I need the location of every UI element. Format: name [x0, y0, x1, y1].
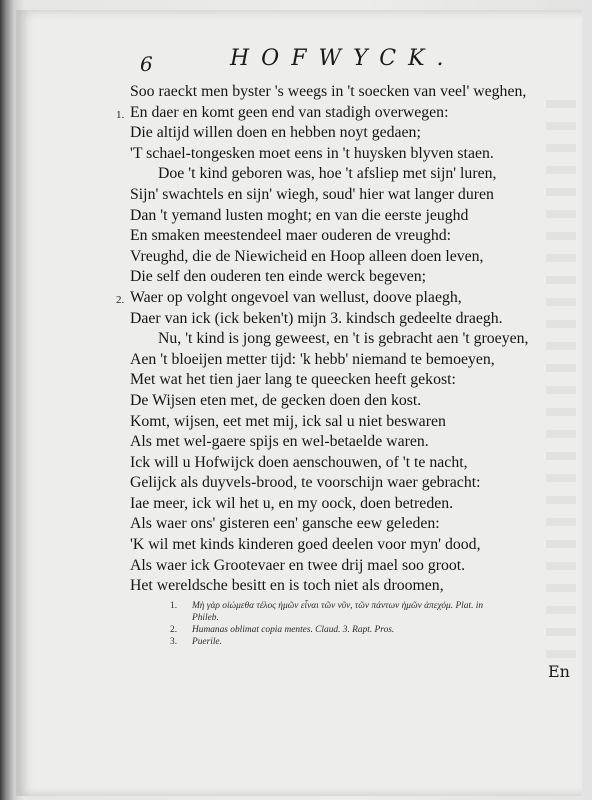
poem-line [130, 391, 580, 412]
poem-line [130, 350, 580, 371]
poem-text [116, 82, 580, 597]
footnote [170, 624, 570, 636]
poem-line-text: Die altijd willen doen en hebben noyt gedaen; [130, 124, 421, 142]
poem-line [130, 473, 580, 494]
poem-line [130, 226, 580, 247]
poem-line [130, 144, 580, 165]
poem-line [130, 514, 580, 535]
footnote [170, 612, 570, 624]
poem-line-text: Waer op volght ongevoel van wellust, doove plaegh, [130, 288, 462, 306]
footnote-text: Humanas oblimat copia mentes. Claud. 3. Rapt. Pros. [192, 625, 395, 635]
footnote [170, 600, 570, 612]
poem-line [130, 494, 580, 515]
page-number: 6 [140, 52, 153, 76]
poem-line-text: Als waer ick Grootevaer en twee drij mael soo groot. [130, 556, 466, 574]
poem-line-text: Daer van ick (ick beken't) mijn 3. kindsch gedeelte draegh. [130, 309, 503, 327]
footnote-number: 1. [170, 601, 178, 611]
poem-line-text: Dan 't yemand lusten moght; en van die eerste jeughd [130, 206, 469, 224]
poem-line [130, 185, 580, 206]
poem-line-text: Het wereldsche besitt en is toch niet als droomen, [130, 577, 444, 595]
poem-line [130, 412, 580, 433]
poem-line-text: Als waer ons' gisteren een' gansche eew geleden: [130, 515, 440, 533]
footnote-text: Μὴ γὰρ οἰώμεθα τέλος ἡμῶν εἶναι τῶν νῦν, τῶν πάντων ἡμῶν ἀπεχόμ. Plat. in [192, 601, 484, 611]
poem-line-text: Als met wel-gaere spijs en wel-betaelde waren. [130, 433, 429, 451]
poem-line-text: Iae meer, ick wil het u, en my oock, doen betreden. [130, 494, 454, 512]
poem-line-text: Ick will u Hofwijck doen aenschouwen, of 't te nacht, [130, 453, 468, 471]
poem-line [130, 432, 580, 453]
poem-line-text: Soo raeckt men byster 's weegs in 't soecken van veel' weghen, [130, 83, 527, 100]
poem-line-text: Sijn' swachtels en sijn' wiegh, soud' hier wat langer duren [130, 185, 494, 203]
poem-line [130, 370, 580, 391]
footnotes [170, 600, 570, 648]
poem-line [116, 103, 580, 124]
poem-line-text: Doe 't kind geboren was, hoe 't afsliep met sijn' luren, [158, 165, 497, 183]
poem-line [130, 206, 580, 227]
poem-line-text: Gelijck als duyvels-brood, te voorschijn waer gebracht: [130, 474, 481, 492]
poem-line-text: Aen 't bloeijen metter tijd: 'k hebb' niemand te bemoeyen, [130, 350, 495, 368]
poem-line [130, 164, 580, 185]
poem-line-text: En smaken meestendeel maer ouderen de vreughd: [130, 227, 452, 245]
footnote-marker: 1. [116, 108, 125, 121]
poem-line-text: Die self den ouderen ten einde werck begeven; [130, 268, 427, 286]
poem-line [130, 247, 580, 268]
footnote-number: 2. [170, 625, 178, 635]
footnote-text: Puerile. [192, 637, 222, 647]
footnote-text: Phileb. [192, 613, 219, 623]
poem-line [130, 267, 580, 288]
poem-line-text: Vreughd, die de Niewicheid en Hoop alleen doen leven, [130, 247, 484, 265]
footnote-marker: 2. [116, 293, 125, 306]
footnote [170, 636, 570, 648]
running-title: HOFWYCK. [230, 46, 456, 71]
poem-line-text: En daer en komt geen end van stadigh overwegen: [130, 103, 449, 121]
poem-line-text: Komt, wijsen, eet met mij, ick sal u niet beswaren [130, 412, 446, 430]
poem-line [130, 329, 580, 350]
poem-line [130, 535, 580, 556]
poem-line [130, 576, 580, 597]
poem-line-text: Met wat het tien jaer lang te queecken heeft gekost: [130, 371, 456, 389]
catchword: En [548, 662, 570, 681]
poem-line-text: Nu, 't kind is jong geweest, en 't is gebracht aen 't groeyen, [158, 330, 529, 348]
poem-line [116, 288, 580, 309]
poem-line [130, 82, 580, 103]
poem-line [130, 556, 580, 577]
poem-line [130, 123, 580, 144]
poem-line [130, 309, 580, 330]
poem-line-text: 'T schael-tongesken moet eens in 't huysken blyven staen. [130, 144, 494, 162]
poem-line-text: De Wijsen eten met, de gecken doen den kost. [130, 391, 422, 409]
page-header [140, 46, 560, 76]
poem-line [130, 453, 580, 474]
poem-line-text: 'K wil met kinds kinderen goed deelen voor myn' dood, [130, 536, 481, 554]
footnote-number: 3. [170, 637, 178, 647]
